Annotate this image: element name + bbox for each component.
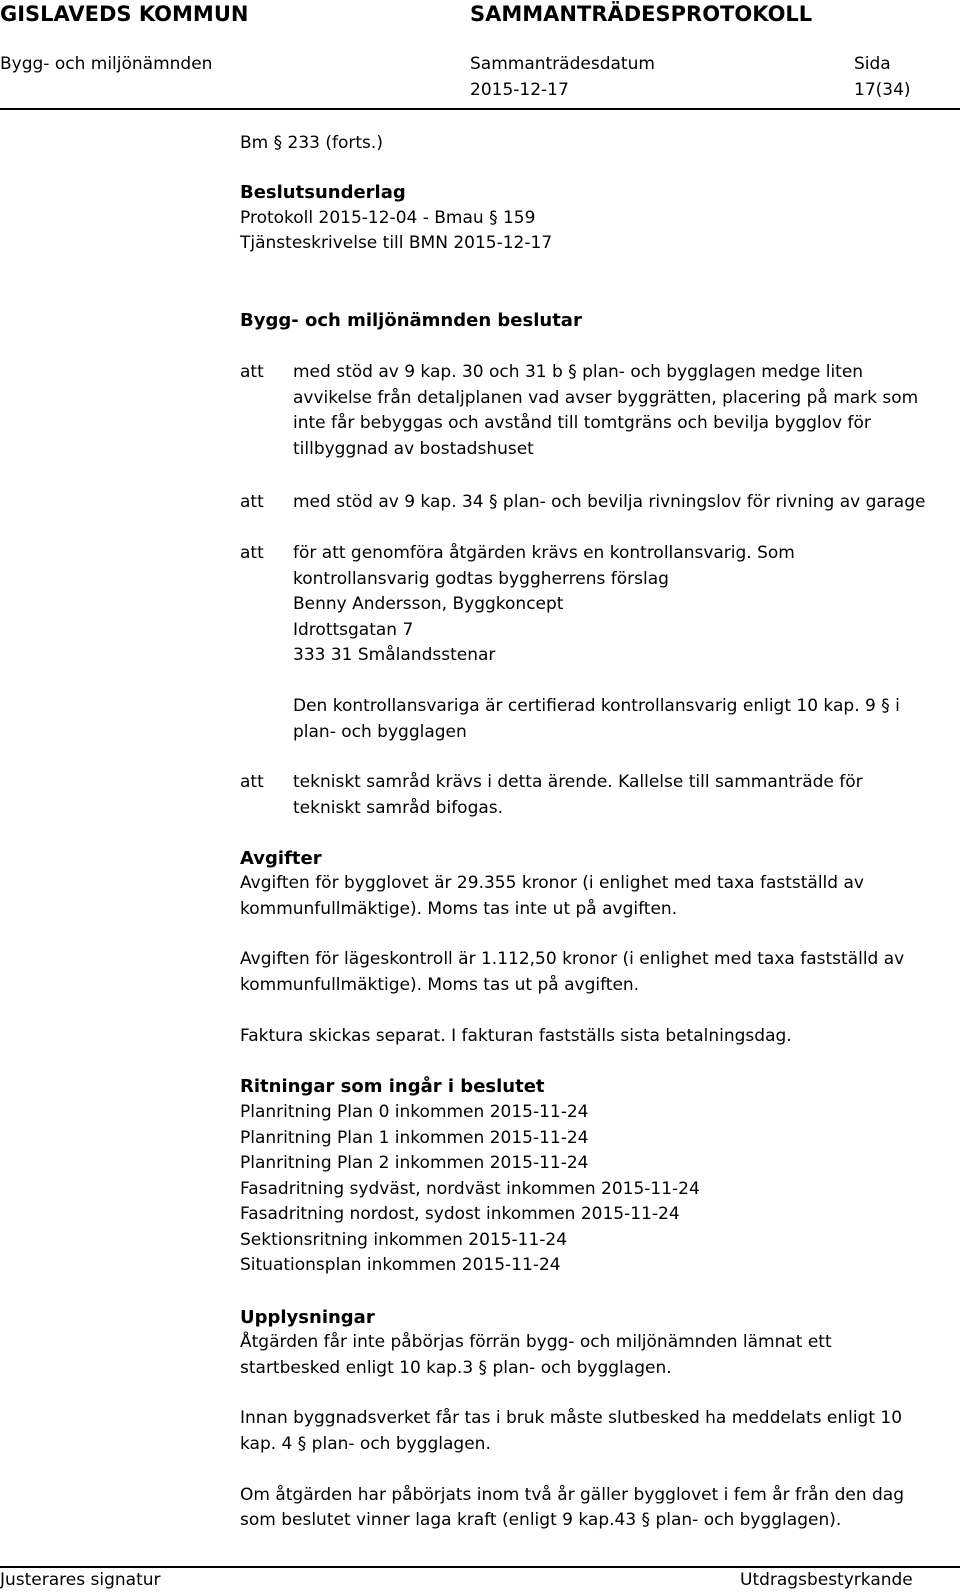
decision-item	[293, 770, 933, 821]
decision-line: Benny Andersson, Byggkoncept	[293, 594, 564, 614]
att-label: att	[240, 772, 264, 792]
heading-beslutar: Bygg- och miljönämnden beslutar	[240, 310, 582, 331]
att-label: att	[240, 543, 264, 563]
decision-line: tekniskt samråd krävs i detta ärende. Kallelse till sammanträde för	[293, 772, 863, 792]
decision-line: 333 31 Smålandsstenar	[293, 645, 496, 665]
decision-line: plan- och bygglagen	[293, 721, 467, 742]
decision-line: med stöd av 9 kap. 34 § plan- och bevilja rivningslov för rivning av garage	[293, 492, 926, 512]
drawing-item: Fasadritning nordost, sydost inkommen 2015-11-24	[240, 1204, 680, 1224]
drawing-item: Fasadritning sydväst, nordväst inkommen 2015-11-24	[240, 1179, 700, 1199]
fee-line: kommunfullmäktige). Moms tas inte ut på avgiften.	[240, 899, 678, 919]
decision-line: med stöd av 9 kap. 30 och 31 b § plan- och bygglagen medge liten	[293, 362, 864, 382]
decision-line: Idrottsgatan 7	[293, 619, 414, 640]
underlag-line: Protokoll 2015-12-04 - Bmau § 159	[240, 208, 536, 228]
decision-line: kontrollansvarig godtas byggherrens förslag	[293, 568, 669, 589]
heading-upplysningar: Upplysningar	[240, 1307, 375, 1328]
fee-line: kommunfullmäktige). Moms tas ut på avgiften.	[240, 975, 640, 995]
invoice-note: Faktura skickas separat. I fakturan fastställs sista betalningsdag.	[240, 1026, 792, 1046]
att-label: att	[240, 362, 264, 382]
info-line: kap. 4 § plan- och bygglagen.	[240, 1434, 491, 1454]
decision-line: avvikelse från detaljplanen vad avser byggrätten, placering på mark som	[293, 387, 919, 408]
fee-line: Avgiften för bygglovet är 29.355 kronor (i enlighet med taxa fastställd av	[240, 873, 864, 893]
decision-line: tillbyggnad av bostadshuset	[293, 438, 534, 459]
info-line: Innan byggnadsverket får tas i bruk måste slutbesked ha meddelats enligt 10	[240, 1408, 903, 1428]
org-name: GISLAVEDS KOMMUN	[0, 2, 249, 26]
drawing-item: Situationsplan inkommen 2015-11-24	[240, 1255, 561, 1275]
section-intro: Bm § 233 (forts.)	[240, 133, 383, 153]
footer-divider	[0, 1566, 960, 1568]
footer-signature-label: Justerares signatur	[0, 1570, 161, 1590]
info-line: Åtgärden får inte påbörjas förrän bygg- och miljönämnden lämnat ett	[240, 1332, 832, 1352]
decision-item	[293, 360, 933, 462]
drawing-item: Sektionsritning inkommen 2015-11-24	[240, 1230, 568, 1250]
info-line: Om åtgärden har påbörjats inom två år gäller bygglovet i fem år från den dag	[240, 1485, 905, 1505]
fee-line: Avgiften för lägeskontroll är 1.112,50 kronor (i enlighet med taxa fastställd av	[240, 949, 905, 969]
underlag-line: Tjänsteskrivelse till BMN 2015-12-17	[240, 233, 553, 253]
heading-avgifter: Avgifter	[240, 848, 322, 869]
info-line: startbesked enligt 10 kap.3 § plan- och bygglagen.	[240, 1358, 672, 1378]
decision-line: tekniskt samråd bifogas.	[293, 797, 504, 818]
drawing-item: Planritning Plan 0 inkommen 2015-11-24	[240, 1102, 589, 1122]
drawing-item: Planritning Plan 1 inkommen 2015-11-24	[240, 1128, 589, 1148]
decision-line: inte får bebyggas och avstånd till tomtgräns och bevilja bygglov för	[293, 413, 871, 433]
decision-item	[293, 490, 933, 516]
document-type: SAMMANTRÄDESPROTOKOLL	[470, 2, 813, 26]
meeting-date: 2015-12-17	[470, 80, 569, 100]
info-line: som beslutet vinner laga kraft (enligt 9 kap.43 § plan- och bygglagen).	[240, 1510, 842, 1530]
heading-ritningar: Ritningar som ingår i beslutet	[240, 1076, 545, 1097]
decision-item-extra	[293, 694, 933, 745]
drawing-item: Planritning Plan 2 inkommen 2015-11-24	[240, 1153, 589, 1173]
att-label: att	[240, 492, 264, 512]
footer-certification-label: Utdragsbestyrkande	[740, 1570, 913, 1590]
heading-beslutsunderlag: Beslutsunderlag	[240, 182, 406, 203]
page-number: 17(34)	[854, 80, 911, 100]
meeting-date-label: Sammanträdesdatum	[470, 54, 655, 74]
decision-line: för att genomföra åtgärden krävs en kontrollansvarig. Som	[293, 543, 795, 563]
decision-line: Den kontrollansvariga är certifierad kontrollansvarig enligt 10 kap. 9 § i	[293, 696, 900, 716]
page-label: Sida	[854, 54, 891, 74]
committee-name: Bygg- och miljönämnden	[0, 54, 213, 74]
decision-item	[293, 541, 933, 669]
